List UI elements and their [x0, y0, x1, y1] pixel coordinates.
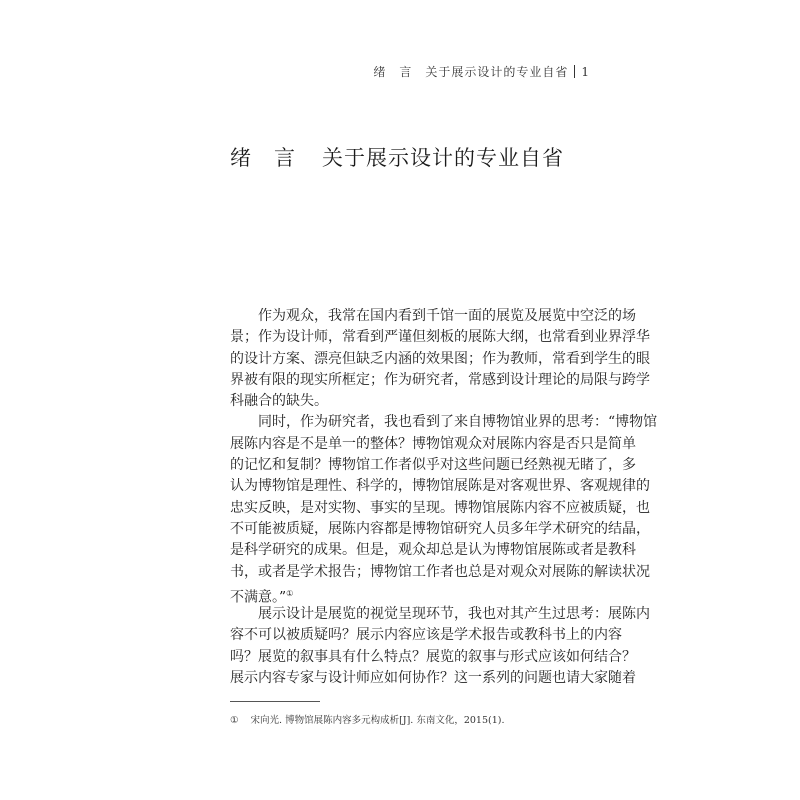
text-line: 容不可以被质疑吗？展示内容应该是学术报告或教科书上的内容 — [230, 627, 622, 644]
text-line — [230, 583, 576, 604]
chapter-label: 绪 言 — [230, 146, 296, 170]
text-line: 同时，作为研究者，我也看到了来自博物馆业界的思考：“博物馆 — [258, 414, 658, 431]
text-line: 展陈内容是不是单一的整体？博物馆观众对展陈内容是否只是简单 — [230, 435, 636, 452]
page-number: 1 — [581, 65, 590, 79]
text-line: 认为博物馆是理性、科学的，博物馆展陈是对客观世界、客观规律的 — [230, 478, 650, 495]
body-text — [230, 306, 658, 689]
text-line: 的记忆和复制？博物馆工作者似乎对这些问题已经熟视无睹了，多 — [230, 457, 636, 474]
text-line: 展示内容专家与设计师应如何协作？这一系列的问题也请大家随着 — [230, 670, 636, 687]
text-line: 书，或者是学术报告；博物馆工作者也总是对观众对展陈的解读状况 — [230, 563, 650, 580]
chapter-title — [230, 142, 564, 172]
text-line: 忠实反映，是对实物、事实的呈现。博物馆展陈内容不应被质疑，也 — [230, 499, 650, 516]
footnote — [230, 712, 505, 726]
footnote-mark: ① — [230, 715, 239, 726]
footnote-ref[interactable]: ① — [286, 588, 294, 598]
text-line: 的设计方案、漂亮但缺乏内涵的效果图；作为教师，常看到学生的眼 — [230, 350, 650, 367]
text-line: 作为观众，我常在国内看到千馆一面的展览及展览中空泛的场 — [258, 308, 636, 324]
footnote-divider — [230, 701, 320, 702]
footnote-text: 宋向光. 博物馆展陈内容多元构成析[J]. 东南文化，2015(1). — [250, 715, 505, 726]
text-line: 科融合的缺失。 — [230, 393, 328, 410]
text-line: 是科学研究的成果。但是，观众却总是认为博物馆展陈或者是教科 — [230, 542, 636, 559]
text-line: 界被有限的现实所框定；作为研究者，常感到设计理论的局限与跨学 — [230, 371, 650, 388]
text-line: 不可能被质疑，展陈内容都是博物馆研究人员多年学术研究的结晶， — [230, 520, 650, 537]
text-line: 吗？展览的叙事具有什么特点？展览的叙事与形式应该如何结合？ — [230, 648, 636, 665]
text-line-end: 不满意。” — [230, 589, 287, 606]
text-line: 景；作为设计师，常看到严谨但刻板的展陈大纲，也常看到业界浮华 — [230, 329, 650, 346]
header-divider — [574, 65, 575, 78]
running-header — [373, 63, 590, 80]
running-title: 绪 言 关于展示设计的专业自省 — [373, 65, 569, 79]
text-line: 展示设计是展览的视觉呈现环节，我也对其产生过思考：展陈内 — [258, 606, 650, 623]
chapter-heading: 关于展示设计的专业自省 — [322, 146, 564, 170]
